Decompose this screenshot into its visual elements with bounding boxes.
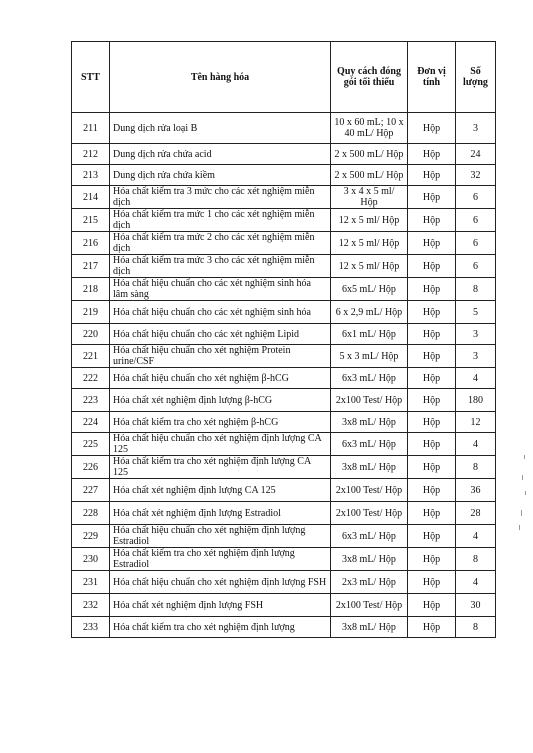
cell-pack: 6x3 mL/ Hộp bbox=[331, 525, 408, 548]
table-row bbox=[72, 186, 496, 209]
table-row bbox=[72, 479, 496, 502]
cell-pack: 2x100 Test/ Hộp bbox=[331, 594, 408, 617]
cell-pack: 3 x 4 x 5 ml/ Hộp bbox=[331, 186, 408, 209]
cell-stt: 228 bbox=[72, 502, 110, 525]
cell-pack: 2x100 Test/ Hộp bbox=[331, 389, 408, 412]
cell-qty: 8 bbox=[456, 548, 496, 571]
cell-name: Hóa chất xét nghiệm định lượng Estradiol bbox=[110, 502, 331, 525]
cell-name: Hóa chất hiệu chuẩn cho xét nghiệm β-hCG bbox=[110, 368, 331, 389]
table-body bbox=[72, 113, 496, 638]
table-row bbox=[72, 345, 496, 368]
cell-name: Dung dịch rửa loại B bbox=[110, 113, 331, 144]
cell-stt: 216 bbox=[72, 232, 110, 255]
cell-stt: 233 bbox=[72, 617, 110, 638]
cell-stt: 229 bbox=[72, 525, 110, 548]
cell-stt: 221 bbox=[72, 345, 110, 368]
cell-pack: 3x8 mL/ Hộp bbox=[331, 548, 408, 571]
cell-qty: 5 bbox=[456, 301, 496, 324]
cell-unit: Hộp bbox=[408, 617, 456, 638]
table-row bbox=[72, 525, 496, 548]
header-qty: Số lượng bbox=[456, 42, 496, 113]
cell-unit: Hộp bbox=[408, 479, 456, 502]
header-stt: STT bbox=[72, 42, 110, 113]
table-row bbox=[72, 165, 496, 186]
cell-stt: 214 bbox=[72, 186, 110, 209]
cell-unit: Hộp bbox=[408, 165, 456, 186]
cell-unit: Hộp bbox=[408, 412, 456, 433]
cell-unit: Hộp bbox=[408, 368, 456, 389]
cell-unit: Hộp bbox=[408, 278, 456, 301]
cell-pack: 10 x 60 mL; 10 x 40 mL/ Hộp bbox=[331, 113, 408, 144]
cell-stt: 230 bbox=[72, 548, 110, 571]
cell-qty: 8 bbox=[456, 278, 496, 301]
cell-stt: 226 bbox=[72, 456, 110, 479]
cell-unit: Hộp bbox=[408, 594, 456, 617]
table-row bbox=[72, 144, 496, 165]
cell-pack: 2 x 500 mL/ Hộp bbox=[331, 144, 408, 165]
cell-unit: Hộp bbox=[408, 301, 456, 324]
header-pack: Quy cách đóng gói tối thiểu bbox=[331, 42, 408, 113]
cell-qty: 6 bbox=[456, 255, 496, 278]
cell-stt: 231 bbox=[72, 571, 110, 594]
table-row bbox=[72, 209, 496, 232]
cell-pack: 6 x 2,9 mL/ Hộp bbox=[331, 301, 408, 324]
cell-pack: 6x3 mL/ Hộp bbox=[331, 368, 408, 389]
cell-pack: 6x3 mL/ Hộp bbox=[331, 433, 408, 456]
table-row bbox=[72, 301, 496, 324]
cell-name: Dung dịch rửa chứa kiềm bbox=[110, 165, 331, 186]
cell-pack: 6x1 mL/ Hộp bbox=[331, 324, 408, 345]
cell-pack: 3x8 mL/ Hộp bbox=[331, 617, 408, 638]
cell-stt: 211 bbox=[72, 113, 110, 144]
cell-name: Hóa chất xét nghiệm định lượng β-hCG bbox=[110, 389, 331, 412]
cell-stt: 225 bbox=[72, 433, 110, 456]
cell-unit: Hộp bbox=[408, 144, 456, 165]
cell-qty: 3 bbox=[456, 113, 496, 144]
table-row bbox=[72, 232, 496, 255]
cell-name: Hóa chất kiểm tra mức 1 cho các xét nghiệm miễn dịch bbox=[110, 209, 331, 232]
cell-stt: 222 bbox=[72, 368, 110, 389]
cell-stt: 224 bbox=[72, 412, 110, 433]
table-row bbox=[72, 324, 496, 345]
cell-name: Hóa chất hiệu chuẩn cho xét nghiệm định lượng FSH bbox=[110, 571, 331, 594]
cell-qty: 24 bbox=[456, 144, 496, 165]
cell-pack: 2x3 mL/ Hộp bbox=[331, 571, 408, 594]
cell-stt: 213 bbox=[72, 165, 110, 186]
cell-stt: 217 bbox=[72, 255, 110, 278]
cell-qty: 8 bbox=[456, 617, 496, 638]
cell-name: Hóa chất hiệu chuẩn cho các xét nghiệm sinh hóa bbox=[110, 301, 331, 324]
cell-qty: 180 bbox=[456, 389, 496, 412]
goods-table bbox=[71, 41, 496, 638]
table-row bbox=[72, 594, 496, 617]
cell-pack: 3x8 mL/ Hộp bbox=[331, 412, 408, 433]
cell-unit: Hộp bbox=[408, 502, 456, 525]
cell-qty: 6 bbox=[456, 209, 496, 232]
table-row bbox=[72, 255, 496, 278]
cell-qty: 6 bbox=[456, 232, 496, 255]
cell-unit: Hộp bbox=[408, 571, 456, 594]
cell-unit: Hộp bbox=[408, 324, 456, 345]
cell-name: Hóa chất hiệu chuẩn cho các xét nghiệm Lipid bbox=[110, 324, 331, 345]
cell-name: Hóa chất hiệu chuẩn cho xét nghiệm định lượng CA 125 bbox=[110, 433, 331, 456]
table-row bbox=[72, 113, 496, 144]
cell-stt: 218 bbox=[72, 278, 110, 301]
cell-unit: Hộp bbox=[408, 232, 456, 255]
cell-pack: 6x5 mL/ Hộp bbox=[331, 278, 408, 301]
table-row bbox=[72, 617, 496, 638]
table-row bbox=[72, 389, 496, 412]
cell-pack: 12 x 5 ml/ Hộp bbox=[331, 209, 408, 232]
cell-name: Hóa chất kiểm tra cho xét nghiệm β-hCG bbox=[110, 412, 331, 433]
cell-name: Hóa chất kiểm tra 3 mức cho các xét nghiệm miễn dịch bbox=[110, 186, 331, 209]
cell-unit: Hộp bbox=[408, 186, 456, 209]
cell-unit: Hộp bbox=[408, 113, 456, 144]
cell-unit: Hộp bbox=[408, 525, 456, 548]
table-row bbox=[72, 456, 496, 479]
cell-unit: Hộp bbox=[408, 209, 456, 232]
cell-stt: 212 bbox=[72, 144, 110, 165]
cell-pack: 2x100 Test/ Hộp bbox=[331, 479, 408, 502]
table-row bbox=[72, 548, 496, 571]
cell-qty: 36 bbox=[456, 479, 496, 502]
cell-unit: Hộp bbox=[408, 548, 456, 571]
cell-name: Hóa chất hiệu chuẩn cho xét nghiệm định lượng Estradiol bbox=[110, 525, 331, 548]
cell-stt: 223 bbox=[72, 389, 110, 412]
cell-pack: 12 x 5 ml/ Hộp bbox=[331, 232, 408, 255]
cell-qty: 3 bbox=[456, 345, 496, 368]
cell-name: Hóa chất kiểm tra cho xét nghiệm định lượng CA 125 bbox=[110, 456, 331, 479]
cell-qty: 30 bbox=[456, 594, 496, 617]
table-row bbox=[72, 368, 496, 389]
cell-pack: 2x100 Test/ Hộp bbox=[331, 502, 408, 525]
table-row bbox=[72, 278, 496, 301]
cell-qty: 12 bbox=[456, 412, 496, 433]
cell-unit: Hộp bbox=[408, 433, 456, 456]
cell-qty: 4 bbox=[456, 368, 496, 389]
cell-name: Hóa chất kiểm tra cho xét nghiệm định lượng Estradiol bbox=[110, 548, 331, 571]
cell-name: Dung dịch rửa chứa acid bbox=[110, 144, 331, 165]
table-row bbox=[72, 571, 496, 594]
cell-name: Hóa chất xét nghiệm định lượng CA 125 bbox=[110, 479, 331, 502]
cell-name: Hóa chất kiểm tra mức 3 cho các xét nghiệm miễn dịch bbox=[110, 255, 331, 278]
cell-unit: Hộp bbox=[408, 456, 456, 479]
cell-qty: 8 bbox=[456, 456, 496, 479]
cell-name: Hóa chất kiểm tra cho xét nghiệm định lượng bbox=[110, 617, 331, 638]
cell-unit: Hộp bbox=[408, 345, 456, 368]
scan-specks bbox=[516, 455, 530, 535]
cell-qty: 28 bbox=[456, 502, 496, 525]
table-header-row bbox=[72, 42, 496, 113]
cell-pack: 2 x 500 mL/ Hộp bbox=[331, 165, 408, 186]
cell-qty: 4 bbox=[456, 571, 496, 594]
cell-unit: Hộp bbox=[408, 389, 456, 412]
cell-stt: 227 bbox=[72, 479, 110, 502]
table-row bbox=[72, 502, 496, 525]
cell-qty: 4 bbox=[456, 433, 496, 456]
cell-stt: 219 bbox=[72, 301, 110, 324]
cell-qty: 32 bbox=[456, 165, 496, 186]
cell-name: Hóa chất hiệu chuẩn cho xét nghiệm Protein urine/CSF bbox=[110, 345, 331, 368]
cell-pack: 12 x 5 ml/ Hộp bbox=[331, 255, 408, 278]
cell-qty: 6 bbox=[456, 186, 496, 209]
header-unit: Đơn vị tính bbox=[408, 42, 456, 113]
cell-stt: 215 bbox=[72, 209, 110, 232]
cell-name: Hóa chất hiệu chuẩn cho các xét nghiệm sinh hóa lâm sàng bbox=[110, 278, 331, 301]
cell-pack: 3x8 mL/ Hộp bbox=[331, 456, 408, 479]
cell-stt: 232 bbox=[72, 594, 110, 617]
cell-qty: 4 bbox=[456, 525, 496, 548]
cell-stt: 220 bbox=[72, 324, 110, 345]
cell-name: Hóa chất kiểm tra mức 2 cho các xét nghiệm miễn dịch bbox=[110, 232, 331, 255]
table-row bbox=[72, 433, 496, 456]
table-row bbox=[72, 412, 496, 433]
cell-name: Hóa chất xét nghiệm định lượng FSH bbox=[110, 594, 331, 617]
cell-unit: Hộp bbox=[408, 255, 456, 278]
cell-qty: 3 bbox=[456, 324, 496, 345]
header-name: Tên hàng hóa bbox=[110, 42, 331, 113]
cell-pack: 5 x 3 mL/ Hộp bbox=[331, 345, 408, 368]
